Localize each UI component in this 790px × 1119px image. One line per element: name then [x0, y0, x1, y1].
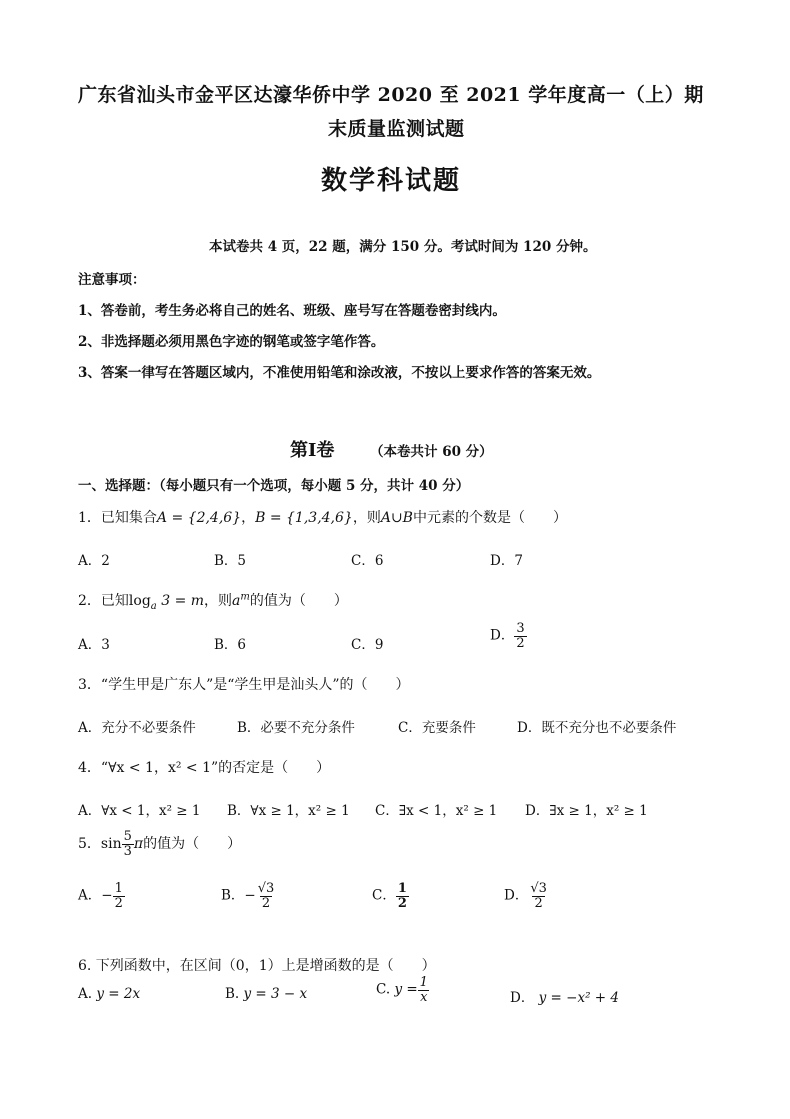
q5-option-d-fraction: [528, 882, 549, 910]
frac-denominator: 2: [114, 895, 123, 911]
q6-option-b: [225, 986, 307, 1002]
option-label: A．: [78, 887, 102, 904]
q5-option-a: [78, 882, 125, 910]
option-expr: y = 3 − x: [243, 986, 308, 1002]
option-label: C.: [376, 981, 391, 998]
q1-prefix: 1．已知集合: [78, 510, 157, 526]
q6-option-d: [510, 986, 619, 1006]
frac-numerator: 1: [419, 975, 428, 990]
q2-log: log: [128, 593, 151, 609]
frac-denominator: 3: [123, 843, 132, 859]
q4-option-b: B．∀x ≥ 1，x² ≥ 1: [227, 803, 350, 819]
option-label: A.: [78, 986, 93, 1002]
q1-option-d: D．7: [490, 553, 523, 569]
option-expr: y = 2x: [96, 986, 141, 1002]
option-sign: −: [101, 887, 113, 904]
q5-prefix: 5．sin: [78, 836, 122, 853]
q5-fraction: [122, 830, 134, 858]
q4-option-c: C．∃x < 1，x² ≥ 1: [375, 803, 498, 819]
q1-option-b: B．5: [214, 553, 247, 569]
q2-option-b: B．6: [214, 637, 247, 653]
title-line-2: 末质量监测试题: [328, 118, 465, 140]
q5-suffix: 的值为（ ）: [143, 836, 242, 853]
exam-info: 本试卷共 4 页，22 题，满分 150 分。考试时间为 120 分钟。: [209, 239, 597, 255]
question-6-stem: 6. 下列函数中，在区间（0，1）上是增函数的是（ ）: [78, 958, 436, 974]
frac-numerator: √3: [530, 881, 547, 896]
q1-sep: ，: [241, 510, 256, 526]
q6-option-c: [376, 976, 430, 1004]
notice-item-1: 1、答卷前，考生务必将自己的姓名、班级、座号写在答题卷密封线内。: [78, 303, 506, 319]
q1-mid: ，则: [352, 510, 381, 526]
q2-option-d-fraction: [514, 622, 526, 650]
q5-pi: π: [133, 836, 144, 853]
q3-option-b: B．必要不充分条件: [237, 720, 355, 736]
q2-pow-base: a: [232, 593, 241, 609]
q3-option-a: A．充分不必要条件: [78, 720, 196, 736]
frac-denominator: x: [420, 989, 428, 1005]
notice-heading: 注意事项：: [78, 272, 146, 288]
option-expr-prefix: y =: [394, 981, 418, 998]
option-sign: −: [244, 887, 256, 904]
q1-set-a: A = {2,4,6}: [156, 510, 242, 526]
q1-option-c: C．6: [351, 553, 384, 569]
q2-option-d-label: D．: [490, 627, 515, 644]
subject-title: 数学科试题: [321, 166, 462, 196]
q3-option-d: D．既不充分也不必要条件: [517, 720, 677, 736]
q2-pow-exp: m: [240, 591, 250, 603]
q4-option-d: D．∃x ≥ 1，x² ≥ 1: [525, 803, 648, 819]
q6-option-a: [78, 986, 140, 1002]
option-label: D．: [510, 990, 535, 1006]
q5-option-c: [372, 882, 409, 910]
q6-option-c-fraction: [418, 976, 430, 1004]
question-2-stem: [78, 590, 348, 610]
frac-numerator: 1: [397, 881, 407, 896]
question-3-stem: 3．“学生甲是广东人”是“学生甲是汕头人”的（ ）: [78, 677, 410, 693]
frac-denominator: 2: [261, 895, 271, 911]
q5-option-c-fraction: [396, 882, 409, 910]
notice-item-2: 2、非选择题必须用黑色字迹的钢笔或签字笔作答。: [78, 334, 385, 350]
q5-option-d: [504, 882, 549, 910]
option-expr: y = −x² + 4: [538, 990, 619, 1006]
q2-log-rest: 3 = m: [156, 593, 205, 609]
q5-option-b-fraction: [256, 882, 277, 910]
frac-numerator: √3: [257, 881, 275, 896]
part1-subtitle: （本卷共计 60 分）: [370, 444, 493, 460]
notice-item-3: 3、答案一律写在答题区域内，不准使用铅笔和涂改液，不按以上要求作答的答案无效。: [78, 365, 601, 381]
section-heading: 一、选择题：（每小题只有一个选项，每小题 5 分，共计 40 分）: [78, 478, 470, 494]
title-line-1: 广东省汕头市金平区达濠华侨中学 2020 至 2021 学年度高一（上）期: [78, 84, 704, 106]
question-1-stem: [78, 507, 567, 527]
q2-log-base: a: [150, 600, 157, 612]
q4-option-a: A．∀x < 1，x² ≥ 1: [78, 803, 201, 819]
option-label: C．: [372, 887, 396, 904]
q1-expr: A∪B: [380, 510, 413, 526]
q2-option-a: A．3: [78, 637, 110, 653]
frac-numerator: 1: [114, 881, 123, 896]
q1-set-b: B = {1,3,4,6}: [255, 510, 353, 526]
question-4-stem: 4．“∀x < 1，x² < 1”的否定是（ ）: [78, 760, 331, 776]
frac-denominator: 2: [516, 635, 525, 651]
part1-title: 第Ⅰ卷: [290, 440, 335, 461]
option-label: B．: [221, 887, 245, 904]
frac-numerator: 5: [123, 829, 132, 844]
frac-denominator: 2: [397, 895, 407, 911]
q1-suffix: 中元素的个数是（ ）: [412, 510, 567, 526]
q2-mid: ，则: [204, 593, 233, 609]
frac-numerator: 3: [516, 621, 525, 636]
option-label: D．: [504, 887, 529, 904]
q1-option-a: A．2: [78, 553, 110, 569]
q5-option-b: [221, 882, 276, 910]
q2-prefix: 2．已知: [78, 593, 129, 609]
frac-denominator: 2: [534, 895, 543, 911]
question-5-stem: [78, 830, 241, 858]
q3-option-c: C．充要条件: [398, 720, 476, 736]
q5-option-a-fraction: [113, 882, 125, 910]
q2-option-d: [490, 622, 527, 650]
q2-option-c: C．9: [351, 637, 384, 653]
q2-suffix: 的值为（ ）: [249, 593, 348, 609]
option-label: B.: [225, 986, 240, 1002]
